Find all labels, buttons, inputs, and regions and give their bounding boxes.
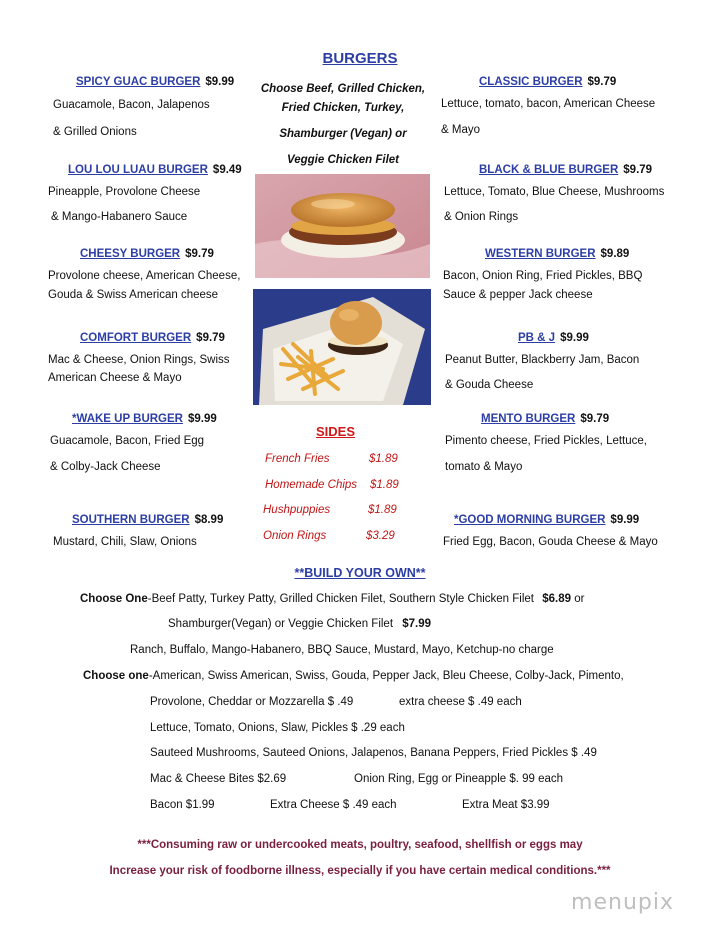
burger-desc: Pineapple, Provolone Cheese: [48, 186, 201, 198]
burger-comfort: [80, 328, 225, 346]
burger-name: SPICY GUAC BURGER: [76, 76, 201, 88]
patty-options: -Beef Patty, Turkey Patty, Grilled Chicken Filet, Southern Style Chicken Filet: [147, 593, 534, 605]
burger-desc: Fried Egg, Bacon, Gouda Cheese & Mayo: [443, 536, 658, 548]
build-your-own-title: **BUILD YOUR OWN**: [294, 566, 426, 580]
extra-cheese-addon: Extra Cheese $ .49 each: [270, 799, 397, 811]
burger-price: $9.89: [600, 248, 630, 260]
burger-desc: Guacamole, Bacon, Fried Egg: [50, 435, 205, 447]
burger-price: $9.99: [610, 514, 640, 526]
burger-photo-image: [255, 174, 430, 278]
cheese-extra: extra cheese $ .49 each: [399, 696, 522, 708]
side-name: Onion Rings: [263, 530, 327, 542]
burger-name: COMFORT BURGER: [80, 332, 192, 344]
side-name: Hushpuppies: [263, 504, 331, 516]
burger-price: $8.99: [194, 514, 224, 526]
burger-wake-up: [72, 409, 217, 427]
choose-one-label: Choose One: [80, 593, 148, 605]
burger-mento: [481, 409, 609, 427]
build-patty-line: [80, 593, 584, 605]
burger-desc: Mustard, Chili, Slaw, Onions: [53, 536, 197, 548]
patty-or: or: [574, 593, 585, 605]
burger-lou-lou-luau: [68, 160, 242, 178]
burger-price: $9.99: [560, 332, 589, 344]
side-price: $3.29: [366, 530, 395, 542]
patty-options-2: Shamburger(Vegan) or Veggie Chicken Filet: [168, 618, 394, 630]
intro-line-4: Veggie Chicken Filet: [286, 154, 400, 166]
burger-price: $9.79: [185, 248, 214, 260]
menupix-watermark: menupix: [571, 890, 674, 915]
warning-line-1: ***Consuming raw or undercooked meats, poultry, seafood, shellfish or eggs may: [137, 839, 583, 851]
sauteed-toppings: Sauteed Mushrooms, Sauteed Onions, Jalapenos, Banana Peppers, Fried Pickles $ .49: [150, 747, 597, 759]
burger-price: $9.99: [205, 76, 235, 88]
burger-desc: Provolone cheese, American Cheese,: [48, 270, 241, 282]
burger-cheesy: [80, 244, 214, 262]
cheese-options-2: Provolone, Cheddar or Mozzarella $ .49: [150, 696, 354, 708]
burger-desc: Sauce & pepper Jack cheese: [443, 289, 593, 301]
burger-name: *GOOD MORNING BURGER: [454, 514, 606, 526]
burger-desc: Lettuce, Tomato, Blue Cheese, Mushrooms: [444, 186, 665, 198]
burger-name: MENTO BURGER: [481, 413, 576, 425]
no-charge-sauces: Ranch, Buffalo, Mango-Habanero, BBQ Sauce, Mustard, Mayo, Ketchup-no charge: [130, 644, 554, 656]
burger-price: $9.79: [587, 76, 617, 88]
side-name: Homemade Chips: [265, 479, 358, 491]
burger-name: LOU LOU LUAU BURGER: [68, 164, 208, 176]
burger-desc: Pimento cheese, Fried Pickles, Lettuce,: [445, 435, 647, 447]
patty-price: $6.89: [542, 593, 571, 605]
choose-cheese-label: Choose one: [83, 670, 149, 682]
menu-title: BURGERS: [322, 50, 398, 67]
burger-photo: [255, 174, 430, 278]
warning-line-2: Increase your risk of foodborne illness, especially if you have certain medical conditions.***: [109, 865, 611, 877]
intro-line-3: Shamburger (Vegan) or: [279, 128, 407, 140]
burger-desc: & Grilled Onions: [53, 126, 137, 138]
burger-name: BLACK & BLUE BURGER: [479, 164, 619, 176]
burger-desc: Bacon, Onion Ring, Fried Pickles, BBQ: [443, 270, 643, 282]
burger-pb-j: [518, 328, 589, 346]
burger-name: WESTERN BURGER: [485, 248, 596, 260]
burger-desc: & Onion Rings: [444, 211, 519, 223]
burger-price: $9.79: [196, 332, 225, 344]
burger-price: $9.79: [580, 413, 610, 425]
burger-desc: Guacamole, Bacon, Jalapenos: [53, 99, 210, 111]
burger-name: SOUTHERN BURGER: [72, 514, 190, 526]
burger-name: CLASSIC BURGER: [479, 76, 583, 88]
side-price: $1.89: [370, 479, 399, 491]
burger-fries-photo-image: [253, 289, 431, 405]
burger-black-blue: [479, 160, 652, 178]
side-price: $1.89: [368, 504, 397, 516]
burger-price: $9.79: [623, 164, 653, 176]
patty-price-2: $7.99: [402, 618, 431, 630]
burger-desc: Peanut Butter, Blackberry Jam, Bacon: [445, 354, 640, 366]
burger-price: $9.99: [187, 413, 217, 425]
build-patty-line-2: [168, 618, 431, 630]
burger-desc: & Mango-Habanero Sauce: [51, 211, 188, 223]
burger-western: [485, 244, 629, 262]
side-name: French Fries: [265, 453, 330, 465]
intro-line-2: Fried Chicken, Turkey,: [281, 102, 405, 114]
burger-desc: Mac & Cheese, Onion Rings, Swiss: [48, 354, 230, 366]
burger-good-morning: [454, 510, 639, 528]
burger-desc: Lettuce, tomato, bacon, American Cheese: [441, 98, 656, 110]
mac-cheese-bites: Mac & Cheese Bites $2.69: [150, 773, 287, 785]
burger-name: *WAKE UP BURGER: [72, 413, 183, 425]
burger-fries-photo: [253, 289, 431, 405]
burger-desc: Gouda & Swiss American cheese: [48, 289, 219, 301]
burger-name: CHEESY BURGER: [80, 248, 181, 260]
side-price: $1.89: [369, 453, 398, 465]
veggie-toppings: Lettuce, Tomato, Onions, Slaw, Pickles $ .29 each: [150, 722, 405, 734]
intro-line-1: Choose Beef, Grilled Chicken,: [260, 83, 426, 95]
burger-desc: & Mayo: [441, 124, 480, 136]
burger-classic: [479, 72, 616, 90]
burger-desc: & Colby-Jack Cheese: [50, 461, 161, 473]
burger-price: $9.49: [212, 164, 242, 176]
burger-desc: American Cheese & Mayo: [48, 372, 182, 384]
burger-desc: tomato & Mayo: [445, 461, 523, 473]
extra-meat-addon: Extra Meat $3.99: [462, 799, 550, 811]
build-cheese-line: [83, 670, 624, 682]
burger-spicy-guac: [76, 72, 234, 90]
burger-desc: & Gouda Cheese: [445, 379, 534, 391]
burger-name: PB & J: [518, 332, 556, 344]
onion-egg-pineapple: Onion Ring, Egg or Pineapple $. 99 each: [354, 773, 564, 785]
cheese-options: -American, Swiss American, Swiss, Gouda, Pepper Jack, Bleu Cheese, Colby-Jack, Pimento,: [148, 670, 624, 682]
bacon-addon: Bacon $1.99: [150, 799, 215, 811]
burger-southern: [72, 510, 223, 528]
sides-title: SIDES: [316, 424, 356, 439]
